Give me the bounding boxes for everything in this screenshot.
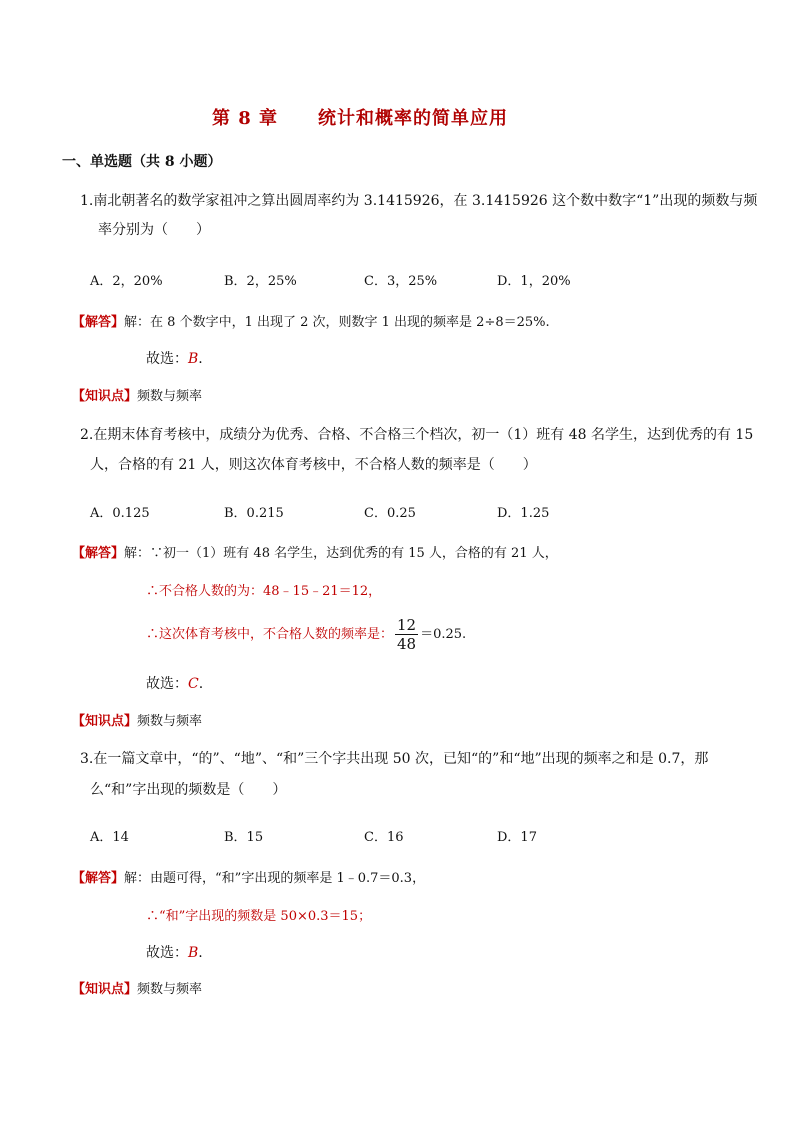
question-1-line-1: 1.南北朝著名的数学家祖冲之算出圆周率约为 3.1415926，在 3.1415926 这个数中数字“1”出现的频数与频 xyxy=(80,193,758,209)
q2-solution-line-2: ∴不合格人数的为：48﹣15﹣21＝12， xyxy=(146,584,382,599)
q2-solution-line-3: ∴这次体育考核中，不合格人数的频率是： $\frac{12}{48}$ ＝0.25. xyxy=(146,616,467,653)
q2-option-d: D．1.25 xyxy=(497,506,550,521)
chapter-number: 第 8 章 xyxy=(211,108,279,129)
answer-tag: 【解答】 xyxy=(72,546,125,561)
q2-option-b: B．0.215 xyxy=(224,506,284,521)
q1-solution-text: 在 8 个数字中，1 出现了 2 次，则数字 1 出现的频率是 2÷8＝25%. xyxy=(150,315,550,330)
q3-choice: 故选：B. xyxy=(146,945,203,961)
question-3-line-1: 3.在一篇文章中，“的”、“地”、“和”三个字共出现 50 次，已知“的”和“地”出现的频率之和是 0.7，那 xyxy=(80,751,709,767)
question-2-line-2: 人，合格的有 21 人，则这次体育考核中，不合格人数的频率是（ ） xyxy=(90,457,537,473)
answer-tag: 【解答】 xyxy=(72,871,125,886)
q1-choice: 故选：B. xyxy=(146,351,203,367)
q3-option-a: A．14 xyxy=(90,830,129,845)
chapter-name: 统计和概率的简单应用 xyxy=(318,108,509,129)
q2-knowledge: 【知识点】频数与频率 xyxy=(72,714,203,729)
knowledge-tag: 【知识点】 xyxy=(72,982,138,997)
knowledge-tag: 【知识点】 xyxy=(72,389,138,404)
q3-option-c: C．16 xyxy=(364,830,404,845)
q3-solution: 【解答】解：由题可得，“和”字出现的频率是 1﹣0.7＝0.3， xyxy=(72,871,426,886)
q3-option-b: B．15 xyxy=(224,830,264,845)
q2-solution: 【解答】解：∵初一（1）班有 48 名学生，达到优秀的有 15 人，合格的有 21 人， xyxy=(72,546,558,561)
knowledge-tag: 【知识点】 xyxy=(72,714,138,729)
q3-solution-line-2: ∴“和”字出现的频数是 50×0.3＝15； xyxy=(146,909,372,924)
q2-option-a: A．0.125 xyxy=(90,506,150,521)
q2-choice: 故选：C. xyxy=(146,676,204,692)
q3-knowledge: 【知识点】频数与频率 xyxy=(72,982,203,997)
q1-knowledge: 【知识点】频数与频率 xyxy=(72,389,203,404)
q3-option-d: D．17 xyxy=(497,830,537,845)
question-3-line-2: 么“和”字出现的频数是（ ） xyxy=(90,782,287,798)
q3-solution-line-1: 由题可得，“和”字出现的频率是 1﹣0.7＝0.3， xyxy=(150,871,426,886)
fraction: $\frac{12}{48}$ xyxy=(397,616,417,653)
q1-option-d: D．1，20% xyxy=(497,274,571,289)
q2-solution-line-1: ∵初一（1）班有 48 名学生，达到优秀的有 15 人，合格的有 21 人， xyxy=(150,546,558,561)
question-2-line-1: 2.在期末体育考核中，成绩分为优秀、合格、不合格三个档次，初一（1）班有 48 名学生，达到优秀的有 15 xyxy=(80,427,754,443)
q2-option-c: C．0.25 xyxy=(364,506,416,521)
section-heading: 一、单选题（共 8 小题） xyxy=(62,154,222,170)
q1-option-a: A．2，20% xyxy=(90,274,163,289)
q1-option-b: B．2，25% xyxy=(224,274,297,289)
q1-option-c: C．3，25% xyxy=(364,274,438,289)
q1-solution: 【解答】解：在 8 个数字中，1 出现了 2 次，则数字 1 出现的频率是 2÷8＝25%. xyxy=(72,315,550,330)
question-1-line-2: 率分别为（ ） xyxy=(98,222,210,238)
chapter-title xyxy=(0,104,720,130)
answer-tag: 【解答】 xyxy=(72,315,125,330)
